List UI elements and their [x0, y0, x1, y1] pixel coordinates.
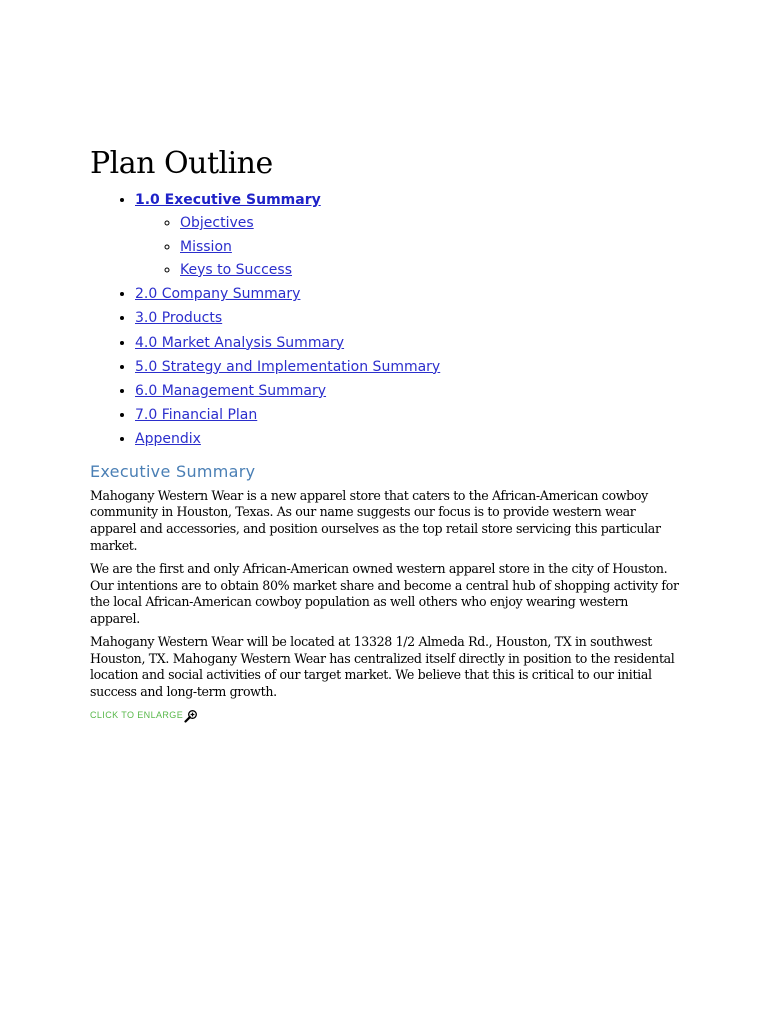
paragraph: Mahogany Western Wear will be located at 13328 1/2 Almeda Rd., Houston, TX in southwest Houston, TX. Mahogany Western Wear has centralized itself directly in position to the residental location and social activities of our target market. We believe that this is critical to our initial success and long-term growth.	[90, 633, 675, 700]
click-to-enlarge-link[interactable]	[90, 707, 680, 723]
outline-link-appendix[interactable]: Appendix	[135, 431, 201, 448]
outline-link-management[interactable]: 6.0 Management Summary	[135, 382, 327, 399]
list-item	[135, 355, 680, 379]
outline-sublist	[135, 212, 680, 282]
outline-link-financial-plan[interactable]: 7.0 Financial Plan	[135, 407, 258, 424]
outline-link-executive-summary[interactable]: 1.0 Executive Summary	[135, 192, 321, 208]
list-item	[180, 236, 680, 259]
list-item	[135, 282, 680, 306]
document-body	[90, 146, 680, 723]
outline-link-market-analysis[interactable]: 4.0 Market Analysis Summary	[135, 334, 345, 351]
list-item	[135, 331, 680, 355]
paragraph: We are the first and only African-American owned western apparel store in the city of Houston. Our intentions are to obtain 80% market share and become a central hub of shopping activity for the local African-American cowboy population as well others who enjoy wearing western apparel.	[90, 560, 679, 627]
outline-link-company-summary[interactable]: 2.0 Company Summary	[135, 286, 301, 303]
paragraph: Mahogany Western Wear is a new apparel store that caters to the African-American cowboy community in Houston, Texas. As our name suggests our focus is to provide western wear apparel and accessories, and position ourselves as the top retail store servicing this particular market.	[90, 487, 661, 553]
list-item	[135, 306, 680, 330]
plan-outline	[90, 188, 680, 452]
outline-link-keys-to-success[interactable]: Keys to Success	[180, 261, 292, 278]
list-item	[135, 427, 680, 451]
list-item	[135, 188, 680, 282]
list-item	[135, 403, 680, 427]
page-title: Plan Outline	[90, 146, 273, 181]
outline-link-objectives[interactable]: Objectives	[180, 215, 254, 232]
list-item	[180, 212, 680, 235]
outline-link-strategy[interactable]: 5.0 Strategy and Implementation Summary	[135, 358, 441, 375]
enlarge-label: CLICK TO ENLARGE	[90, 710, 184, 721]
section-heading: Executive Summary	[90, 461, 256, 481]
list-item	[180, 259, 680, 282]
outline-link-products[interactable]: 3.0 Products	[135, 310, 223, 327]
outline-link-mission[interactable]: Mission	[180, 238, 232, 255]
magnifier-plus-icon	[184, 709, 198, 723]
list-item	[135, 379, 680, 403]
